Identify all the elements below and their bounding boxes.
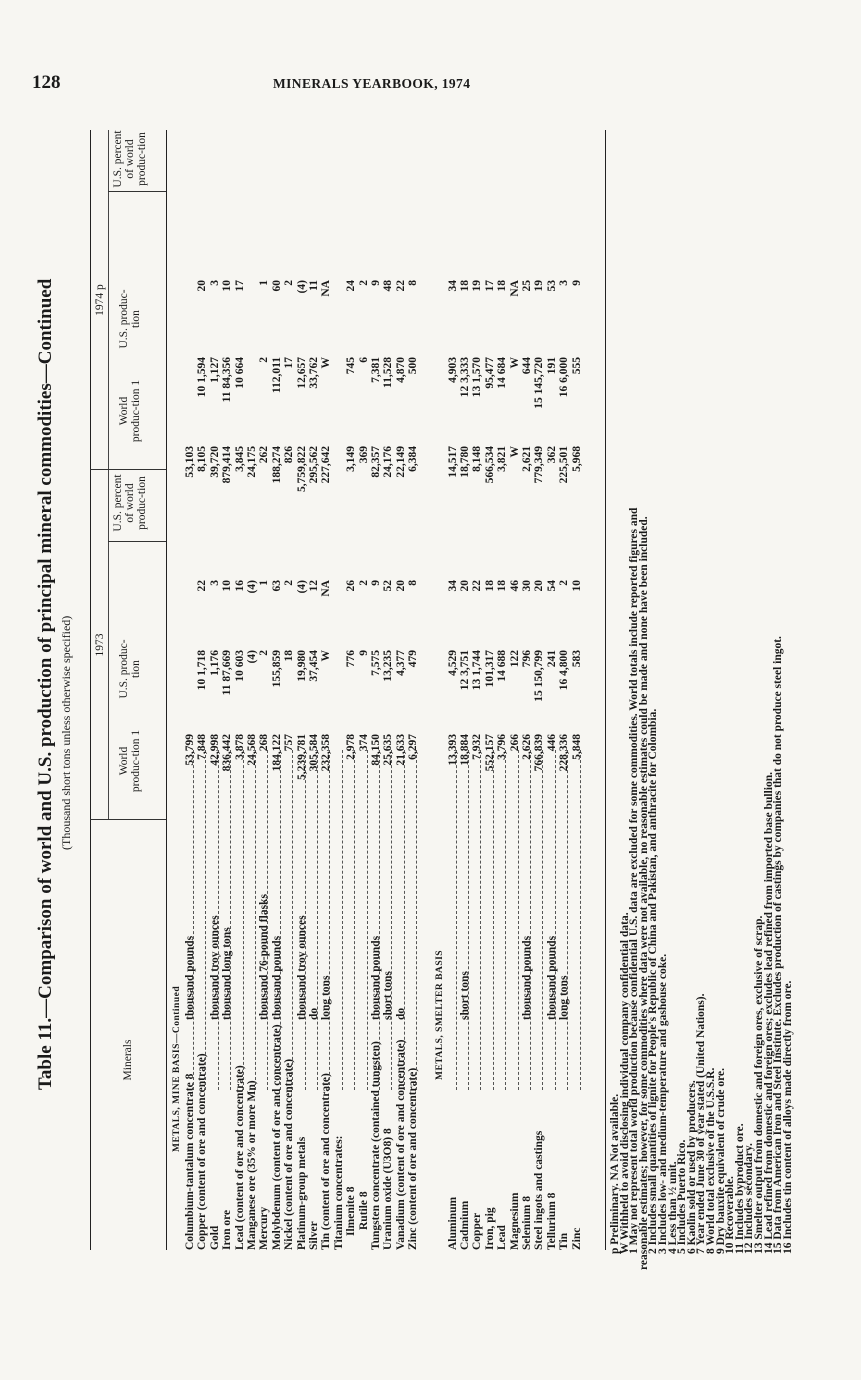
unit-label: thousand pounds [270,935,283,1020]
cell-world-1973: 5,848 [570,734,583,760]
mineral-label: Lead (content of ore and concentrate) [233,1065,246,1250]
cell-pct-1974: 18 [459,280,471,292]
cell-pct-1973: 1 [258,580,271,586]
cell-pct-1974: 60 [270,280,283,292]
cell-world-1973: 18,884 [459,734,471,766]
mineral-label: Ilmenite 8 [345,1186,358,1236]
cell-pct-1974: NA [320,280,333,297]
col-divider-a3 [108,541,166,542]
unit-label: thousand 76-pound flasks [258,894,271,1020]
cell-world-1973: 2,626 [521,734,533,760]
mineral-label: Gold [208,1225,221,1250]
cell-world-1974: 8,105 [196,446,209,472]
cell-world-1973: 836,442 [221,734,234,772]
footnote: 2 Includes small quantities of lignite for People's Republic of China and Pakistan, and anthracite for Colombia. [647,708,660,1254]
cell-world-1974: 295,562 [308,446,320,484]
table-row [321,130,333,1250]
cell-world-1974: 369 [357,446,370,464]
cell-world-1973: 268 [258,734,271,752]
cell-pct-1974: 3 [558,280,571,286]
cell-world-1974: 3,845 [233,446,246,472]
cell-us-1974: 16 6,000 [558,357,571,398]
page-number: 128 [32,72,61,93]
table-row [383,130,395,1250]
mineral-label: Platinum-group metals [295,1136,308,1250]
cell-world-1974: 2,621 [521,446,533,472]
cell-us-1973: 19,980 [295,650,308,682]
cell-us-1973: 101,317 [483,650,496,688]
header-bottom-rule [166,130,167,1250]
cell-world-1973: 6,297 [407,734,420,760]
cell-pct-1974: (4) [295,280,308,294]
header-pct-1973: U.S. percent of world produc-tion [112,474,148,532]
table-bottom-rule [605,130,606,1250]
footnote: reasonable estimates; however, for some commodities where data were not available, no reasonable estimates could be made and none have been included. [637,516,650,1270]
table-row [284,130,296,1250]
cell-world-1973: 757 [283,734,296,752]
table-row [572,130,584,1250]
cell-us-1973: 15 150,799 [533,650,546,702]
cell-us-1973: 4,377 [394,650,407,676]
mineral-label: Steel ingots and castings [533,1130,546,1250]
cell-pct-1973: 2 [283,580,296,586]
table-row [460,130,472,1250]
cell-us-1973: 13 1,744 [471,650,484,691]
header-minerals: Minerals [122,1039,134,1081]
cell-world-1973: 2,978 [345,734,358,760]
cell-world-1973: 184,122 [270,734,283,772]
table-row [334,130,346,1250]
table-row [259,130,271,1250]
footnote: W Withheld to avoid disclosing individual company confidential data. [618,912,631,1254]
cell-world-1973: 7,848 [196,734,209,760]
table-subtitle: (Thousand short tons unless otherwise specified) [59,615,73,850]
cell-pct-1973: 2 [558,580,571,586]
footnote: 5 Includes Puerto Rico. [676,1139,689,1254]
mineral-label: Tin (content of ore and concentrate) [320,1073,333,1250]
cell-pct-1974: NA [508,280,521,297]
table-row [197,130,209,1250]
mineral-label: Aluminum [446,1196,459,1250]
cell-pct-1974: 1 [258,280,271,286]
cell-world-1973: 5,239,781 [295,734,308,780]
footnote: 16 Includes tin content of alloys made directly from ore. [781,980,794,1254]
cell-us-1974: 14 684 [496,357,509,389]
cell-us-1973: 10 1,718 [196,650,209,691]
table-row [222,130,234,1250]
footnote: 8 World total exclusive of the U.S.S.R. [705,1067,717,1254]
cell-world-1974: 5,759,822 [295,446,308,492]
cell-world-1973: 232,358 [320,734,333,772]
cell-us-1973: 11 87,669 [221,650,234,696]
cell-us-1974: 191 [545,357,558,375]
cell-pct-1973: 22 [471,580,484,592]
mineral-label: Zinc (content of ore and concentrate) [407,1067,420,1250]
cell-world-1973: 7,932 [471,734,484,760]
cell-world-1974: 6,384 [407,446,420,472]
cell-pct-1973: 3 [208,580,221,586]
cell-us-1974: W [508,357,521,369]
table-row [510,130,522,1250]
cell-us-1973: 155,859 [270,650,283,688]
unit-label: short tons [459,971,471,1020]
footnote: 14 Lead refined from domestic and foreign ores; excludes lead refined from imported base bullion. [762,771,775,1254]
cell-us-1973: 583 [570,650,583,668]
mineral-label: Tungsten concentrate (contained tungsten) [370,1041,382,1250]
cell-world-1974: 188,274 [270,446,283,484]
cell-world-1974: 826 [283,446,296,464]
cell-us-1973: W [320,650,333,662]
cell-world-1974: 14,517 [446,446,459,478]
mineral-label: Selenium 8 [521,1196,533,1250]
cell-pct-1974: 34 [446,280,459,292]
mineral-label: Titanium concentrates: [332,1135,345,1250]
header-year-1974: 1974 p [94,284,106,316]
cell-world-1974: 18,780 [459,446,471,478]
cell-us-1974: 500 [407,357,420,375]
table-row [534,130,546,1250]
mineral-label: Iron, pig [483,1207,496,1250]
cell-us-1973: 122 [508,650,521,668]
cell-us-1973: (4) [246,650,258,664]
header-world-1974: World produc-tion 1 [118,379,142,443]
cell-world-1974: 5,968 [570,446,583,472]
cell-us-1973: 241 [545,650,558,668]
footnote: 6 Kaolin sold or used by producers. [685,1080,698,1254]
cell-us-1974: 12,657 [295,357,308,389]
cell-pct-1973: 20 [394,580,407,592]
cell-world-1974: 262 [258,446,271,464]
cell-us-1974: 4,870 [394,357,407,383]
cell-world-1974: 566,534 [483,446,496,484]
table-top-rule [90,130,91,1250]
cell-world-1973: 13,393 [446,734,459,766]
table-row [497,130,509,1250]
cell-us-1973: 16 4,800 [558,650,571,691]
unit-label: do [394,1007,407,1020]
cell-us-1974: 112,011 [270,357,283,394]
footnote: 3 Includes low- and medium-temperature and gashouse coke. [657,953,669,1254]
mineral-label: Magnesium [508,1192,521,1250]
cell-world-1974: 53,103 [184,446,196,478]
cell-us-1974: 10 664 [233,357,246,389]
cell-us-1973: 14 688 [496,650,509,682]
unit-label: thousand pounds [521,935,533,1020]
section-heading: METALS, SMELTER BASIS [434,949,445,1080]
cell-pct-1974: 3 [208,280,221,286]
cell-pct-1973: 10 [221,580,234,592]
footnote: 15 Data from American Iron and Steel Institute. Excludes production of castings by companies that do not produce steel ingot. [772,636,785,1254]
unit-label: short tons [382,971,395,1020]
cell-world-1974: 227,642 [320,446,333,484]
cell-us-1973: 2 [258,650,271,656]
cell-world-1974: 3,149 [345,446,358,472]
cell-world-1973: 374 [357,734,370,752]
unit-label: thousand long tons [221,927,234,1020]
footnote: 13 Smelter output from domestic and foreign ores, exclusive of scrap. [753,915,765,1254]
cell-us-1973: 796 [521,650,533,668]
cell-us-1974: 4,903 [446,357,459,383]
unit-label: thousand pounds [184,935,196,1020]
header-us-1974: U.S. produc-tion [118,289,142,349]
footnote: 12 Includes secondary. [743,1143,756,1254]
cell-world-1973: 3,796 [496,734,509,760]
cell-world-1974: 39,720 [208,446,221,478]
cell-pct-1973: (4) [246,580,258,594]
running-head: MINERALS YEARBOOK, 1974 [273,76,471,91]
footnote: 9 Dry bauxite equivalent of crude ore. [714,1067,727,1254]
cell-pct-1974: 20 [196,280,209,292]
table-row [247,130,259,1250]
cell-world-1973: 552,157 [483,734,496,772]
cell-world-1974: 24,175 [246,446,258,478]
cell-us-1974: 555 [570,357,583,375]
footnote: 4 Less than ½ unit. [666,1161,679,1254]
cell-us-1974: 17 [283,357,296,369]
mineral-label: Silver [308,1221,320,1250]
unit-label: thousand troy ounces [295,915,308,1020]
cell-pct-1974: 18 [496,280,509,292]
cell-pct-1973: 10 [570,580,583,592]
cell-world-1973: 84,150 [370,734,382,766]
cell-world-1973: 42,998 [208,734,221,766]
cell-world-1973: 228,336 [558,734,571,772]
cell-pct-1974: 2 [283,280,296,286]
cell-world-1973: 21,633 [394,734,407,766]
cell-pct-1973: NA [320,580,333,597]
year-rule [108,130,109,820]
cell-pct-1974: 11 [308,280,320,291]
cell-world-1973: 24,568 [246,734,258,766]
cell-us-1973: 12 3,751 [459,650,471,691]
cell-us-1974: 15 145,720 [533,357,546,409]
cell-us-1974: 1,127 [208,357,221,383]
cell-us-1974: 95,477 [483,357,496,389]
cell-pct-1973: 22 [196,580,209,592]
cell-pct-1973: 46 [508,580,521,592]
cell-us-1974: 33,762 [308,357,320,389]
cell-pct-1974: 8 [407,280,420,286]
cell-pct-1973: 12 [308,580,320,592]
cell-pct-1973: 18 [483,580,496,592]
cell-us-1973: 37,454 [308,650,320,682]
mineral-label: Copper [471,1212,484,1250]
cell-us-1973: 9 [357,650,370,656]
cell-world-1974: 225,501 [558,446,571,484]
unit-label: thousand pounds [545,935,558,1020]
cell-world-1973: 25,635 [382,734,395,766]
cell-world-1974: 879,414 [221,446,234,484]
cell-us-1974: 7,381 [370,357,382,383]
cell-world-1973: 3,878 [233,734,246,760]
footnote: 7 Year ended June 30 of year stated (United Nations). [695,993,708,1254]
unit-label: thousand troy ounces [208,915,221,1020]
cell-us-1973: 10 603 [233,650,246,682]
mineral-label: Columbium-tantalum concentrate 8 [184,1073,196,1250]
mineral-label: Lead [496,1225,509,1250]
rotated-table [30,120,794,1320]
cell-pct-1973: 20 [459,580,471,592]
table-row [547,130,559,1250]
mineral-label: Vanadium (content of ore and concentrate) [394,1039,407,1250]
mineral-label: Molybdenum (content of ore and concentrate) [270,1024,283,1250]
table-row [297,130,309,1250]
cell-us-1973: 776 [345,650,358,668]
unit-label: long tons [320,975,333,1020]
dot-leader [342,750,343,1090]
cell-us-1973: 7,575 [370,650,382,676]
cell-world-1974: 24,176 [382,446,395,478]
section-heading: METALS, MINE BASIS—Continued [172,985,182,1152]
cell-pct-1973: 52 [382,580,395,592]
cell-us-1974: 644 [521,357,533,375]
mineral-label: Tellurium 8 [545,1192,558,1250]
cell-pct-1974: 22 [394,280,407,292]
cell-pct-1973: 34 [446,580,459,592]
cell-pct-1974: 25 [521,280,533,292]
cell-pct-1973: 26 [345,580,358,592]
unit-label: do [308,1007,320,1020]
table-row [485,130,497,1250]
cell-pct-1974: 10 [221,280,234,292]
header-pct-1974: U.S. percent of world produc-tion [112,130,148,188]
cell-pct-1973: (4) [295,580,308,594]
cell-us-1974: 6 [357,357,370,363]
header-year-1973: 1973 [94,633,106,657]
mineral-label: Tin [558,1232,571,1250]
cell-us-1973: 1,176 [208,650,221,676]
mineral-label: Manganese ore (35% or more Mn) [246,1080,258,1250]
cell-pct-1973: 20 [533,580,546,592]
table-row [346,130,358,1250]
cell-pct-1974: 17 [483,280,496,292]
cell-world-1974: W [508,446,521,458]
cell-pct-1973: 2 [357,580,370,586]
table-title: Table 11.—Comparison of world and U.S. production of principal mineral commodities—Continued [35,278,56,1090]
col-divider-b3 [108,191,166,192]
cell-pct-1973: 63 [270,580,283,592]
cell-world-1973: 766,839 [533,734,546,772]
cell-us-1973: 18 [283,650,296,662]
cell-us-1974: 11 84,356 [221,357,234,403]
cell-world-1974: 8,148 [471,446,484,472]
cell-pct-1973: 54 [545,580,558,592]
unit-label: long tons [558,975,571,1020]
mineral-label: Iron ore [221,1209,234,1250]
footnote: p Preliminary. NA Not available. [609,1093,621,1254]
cell-us-1974: 12 3,333 [459,357,471,398]
cell-world-1974: 779,349 [533,446,546,484]
footnote: 10 Recoverable. [724,1176,737,1254]
cell-pct-1973: 9 [370,580,382,586]
cell-world-1973: 53,799 [184,734,196,766]
cell-us-1974: 11,528 [382,357,395,388]
mineral-label: Mercury [258,1206,271,1250]
footnote: 11 Includes byproduct ore. [733,1123,746,1254]
cell-world-1974: 82,357 [370,446,382,478]
cell-pct-1974: 17 [233,280,246,292]
mineral-label: Rutile 8 [357,1191,370,1230]
cell-us-1974: 13 1,570 [471,357,484,398]
table-row [559,130,571,1250]
mineral-label: Uranium oxide (U3O8) 8 [382,1128,395,1250]
cell-us-1974: 2 [258,357,271,363]
table-row [408,130,420,1250]
cell-pct-1973: 30 [521,580,533,592]
cell-us-1973: 13,235 [382,650,395,682]
cell-pct-1974: 19 [533,280,546,292]
mineral-label: Cadmium [459,1200,471,1250]
cell-pct-1973: 8 [407,580,420,586]
mineral-label: Nickel (content of ore and concentrate) [283,1058,296,1250]
cell-pct-1974: 48 [382,280,395,292]
footnote: 1 May not represent total world production because confidential U.S. data are excluded for some commodities. World totals include reported figures and [628,507,641,1254]
header-us-1973: U.S. produc-tion [118,639,142,699]
mineral-label: Copper (content of ore and concentrate) [196,1053,209,1250]
cell-pct-1973: 16 [233,580,246,592]
cell-world-1973: 266 [508,734,521,752]
cell-world-1974: 22,149 [394,446,407,478]
cell-us-1974: 745 [345,357,358,375]
cell-world-1974: 362 [545,446,558,464]
mineral-label: Zinc [570,1227,583,1250]
table-row [472,130,484,1250]
cell-us-1973: 4,529 [446,650,459,676]
cell-pct-1974: 9 [570,280,583,286]
table-row [371,130,383,1250]
cell-world-1973: 446 [545,734,558,752]
cell-pct-1974: 24 [345,280,358,292]
cell-world-1973: 305,584 [308,734,320,772]
cell-pct-1974: 53 [545,280,558,292]
cell-pct-1974: 9 [370,280,382,286]
cell-us-1974: W [320,357,333,369]
header-world-1973: World produc-tion 1 [118,729,142,793]
cell-world-1974: 3,821 [496,446,509,472]
table-row [448,130,460,1250]
cell-pct-1974: 2 [357,280,370,286]
cell-us-1973: 479 [407,650,420,668]
cell-pct-1974: 19 [471,280,484,292]
cell-pct-1973: 18 [496,580,509,592]
unit-label: thousand pounds [370,935,382,1020]
cell-us-1974: 10 1,594 [196,357,209,398]
